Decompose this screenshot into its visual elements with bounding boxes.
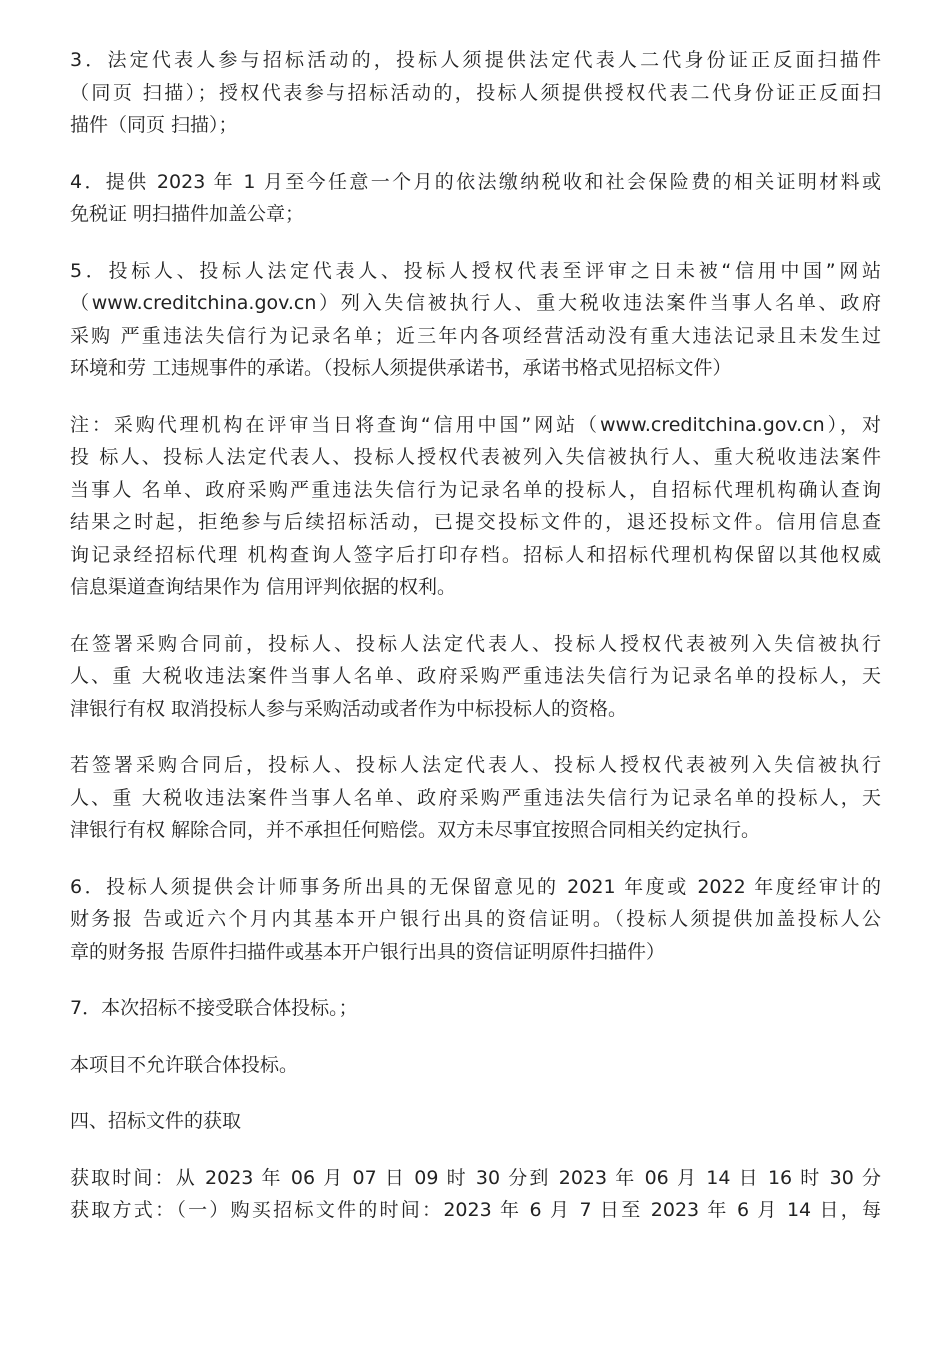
text-line: （www.creditchina.gov.cn）列入失信被执行人、重大税收违法案件当事人名单、政府: [70, 292, 881, 314]
text-line: 7．本次招标不接受联合体投标。；: [70, 997, 358, 1019]
text-line: 结果之时起，拒绝参与后续招标活动，已提交投标文件的，退还投标文件。信用信息查: [70, 511, 881, 533]
paragraph-item-3: [70, 44, 881, 142]
text-line: 在签署采购合同前，投标人、投标人法定代表人、投标人授权代表被列入失信被执行: [70, 632, 881, 655]
text-line: 6．投标人须提供会计师事务所出具的无保留意见的 2021 年度或 2022 年度经审计的: [70, 875, 881, 898]
text-line: 投 标人、投标人法定代表人、投标人授权代表被列入失信被执行人、重大税收违法案件: [70, 446, 881, 468]
text-line: 人、重 大税收违法案件当事人名单、政府采购严重违法失信行为记录名单的投标人，天: [70, 665, 881, 687]
text-line: 4．提供 2023 年 1 月至今任意一个月的依法缴纳税收和社会保险费的相关证明材料或: [70, 170, 881, 193]
text-line: 章的财务报 告原件扫描件或基本开户银行出具的资信证明原件扫描件）: [70, 940, 666, 963]
text-line: 人、重 大税收违法案件当事人名单、政府采购严重违法失信行为记录名单的投标人，天: [70, 786, 881, 809]
paragraph-item-7: [70, 992, 881, 1025]
text-line: 若签署采购合同后，投标人、投标人法定代表人、投标人授权代表被列入失信被执行: [70, 754, 881, 776]
text-line: 津银行有权 解除合同，并不承担任何赔偿。双方未尽事宜按照合同相关约定执行。: [70, 819, 761, 841]
text-line: 财务报 告或近六个月内其基本开户银行出具的资信证明。（投标人须提供加盖投标人公: [70, 908, 881, 930]
document-page: [70, 44, 881, 1227]
text-line: 采购 严重违法失信行为记录名单；近三年内各项经营活动没有重大违法记录且未发生过: [70, 324, 881, 347]
section-heading-obtain-documents: [70, 1105, 881, 1138]
text-line: 环境和劳 工违规事件的承诺。（投标人须提供承诺书，承诺书格式见招标文件）: [70, 357, 732, 379]
text-line: 询记录经招标代理 机构查询人签字后打印存档。招标人和招标代理机构保留以其他权威: [70, 543, 881, 566]
paragraph-obtain-info: [70, 1162, 881, 1227]
text-line: 描件（同页 扫描）；: [70, 114, 238, 136]
text-line: （同页 扫描）；授权代表参与招标活动的，投标人须提供授权代表二代身份证正反面扫: [70, 81, 881, 104]
paragraph-note: [70, 409, 881, 604]
text-line: 获取方式：（一）购买招标文件的时间：2023 年 6 月 7 日至 2023 年 6 月 14 日，每: [70, 1199, 881, 1221]
paragraph-item-6: [70, 871, 881, 969]
text-line: 本项目不允许联合体投标。: [70, 1053, 299, 1076]
paragraph-no-joint-bid: [70, 1049, 881, 1082]
text-line: 信息渠道查询结果作为 信用评判依据的权利。: [70, 576, 457, 598]
text-line: 注：采购代理机构在评审当日将查询“信用中国”网站（www.creditchina.gov.cn），对: [70, 413, 881, 436]
paragraph-before-signing: [70, 628, 881, 726]
text-line: 获取时间：从 2023 年 06 月 07 日 09 时 30 分到 2023 年 06 月 14 日 16 时 30 分: [70, 1166, 881, 1189]
paragraph-after-signing: [70, 749, 881, 847]
text-line: 当事人 名单、政府采购严重违法失信行为记录名单的投标人，自招标代理机构确认查询: [70, 478, 881, 501]
paragraph-item-5: [70, 255, 881, 385]
text-line: 免税证 明扫描件加盖公章；: [70, 203, 305, 225]
paragraph-item-4: [70, 166, 881, 231]
section-title: 四、招标文件的获取: [70, 1110, 242, 1132]
text-line: 津银行有权 取消投标人参与采购活动或者作为中标投标人的资格。: [70, 697, 628, 720]
text-line: 3．法定代表人参与招标活动的，投标人须提供法定代表人二代身份证正反面扫描件: [70, 49, 881, 71]
text-line: 5．投标人、投标人法定代表人、投标人授权代表至评审之日未被“信用中国”网站: [70, 259, 881, 282]
